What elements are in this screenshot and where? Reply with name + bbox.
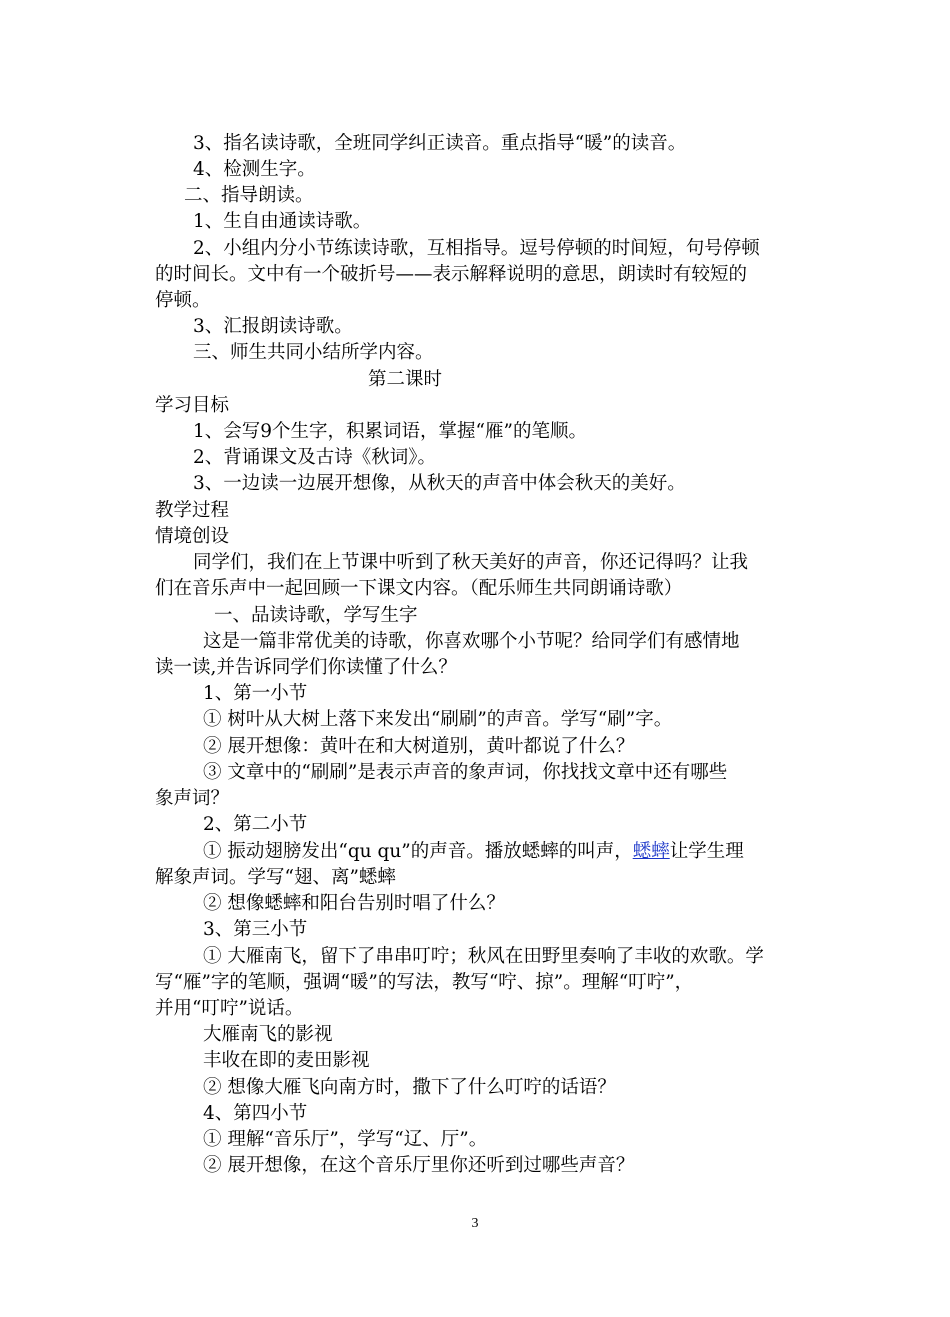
text-line: 丰收在即的麦田影视	[203, 1050, 370, 1071]
text-line: 1、会写9个生字，积累词语，掌握“雁”的笔顺。	[193, 421, 587, 442]
text-line: ② 展开想像，在这个音乐厅里你还听到过哪些声音？	[203, 1155, 635, 1176]
text-line: 3、汇报朗读诗歌。	[193, 316, 353, 337]
text-line: 3、指名读诗歌，全班同学纠正读音。重点指导“暖”的读音。	[193, 133, 687, 154]
text-line: 并用“叮咛”说话。	[155, 998, 304, 1019]
text-line	[203, 839, 744, 865]
text-line: ② 想像大雁飞向南方时，撒下了什么叮咛的话语？	[203, 1077, 616, 1098]
section-heading: 情境创设	[155, 526, 230, 547]
text-line: 写“雁”字的笔顺，强调“暖”的写法，教写“咛、掠”。理解“叮咛”，	[155, 972, 694, 993]
text-line: ① 理解“音乐厅”，学写“辽、厅”。	[203, 1129, 488, 1150]
text-line: 停顿。	[155, 290, 211, 311]
text-line: 大雁南飞的影视	[203, 1024, 333, 1045]
text-line: 3、第三小节	[203, 919, 308, 940]
text-line: 1、生自由通读诗歌。	[193, 211, 372, 232]
lesson-title: 第二课时	[368, 369, 443, 390]
text-line: ① 树叶从大树上落下来发出“刷刷”的声音。学写“刷”字。	[203, 709, 673, 730]
text-line: 解象声词。学写“翅、离”蟋蟀	[155, 867, 396, 888]
text-line: ③ 文章中的“刷刷”是表示声音的象声词，你找找文章中还有哪些	[203, 762, 728, 783]
text-segment: ① 振动翅膀发出“qu qu”的声音。播放蟋蟀的叫声，	[203, 841, 633, 862]
text-line: 4、检测生字。	[193, 159, 316, 180]
text-line: 2、第二小节	[203, 814, 308, 835]
text-line: 这是一篇非常优美的诗歌，你喜欢哪个小节呢？给同学们有感情地	[203, 631, 740, 652]
text-line: 同学们，我们在上节课中听到了秋天美好的声音，你还记得吗？让我	[193, 552, 749, 573]
section-heading: 一、品读诗歌，学写生字	[214, 605, 418, 626]
text-line: 读一读,并告诉同学们你读懂了什么？	[155, 657, 457, 678]
text-line: ① 大雁南飞，留下了串串叮咛；秋风在田野里奏响了丰收的欢歌。学	[203, 946, 764, 967]
text-line: 象声词？	[155, 788, 230, 809]
text-line: ② 想像蟋蟀和阳台告别时唱了什么？	[203, 893, 505, 914]
page-number: 3	[471, 1216, 479, 1231]
text-line: 1、第一小节	[203, 683, 308, 704]
text-line: 们在音乐声中一起回顾一下课文内容。（配乐师生共同朗诵诗歌）	[155, 578, 683, 599]
text-line: 的时间长。文中有一个破折号——表示解释说明的意思，朗读时有较短的	[155, 264, 748, 285]
text-line: 2、背诵课文及古诗《秋词》。	[193, 447, 437, 468]
section-heading: 学习目标	[155, 395, 230, 416]
text-line: 2、小组内分小节练读诗歌，互相指导。逗号停顿的时间短，句号停顿	[193, 238, 760, 259]
section-heading: 二、指导朗读。	[184, 185, 314, 206]
text-segment: 让学生理	[669, 841, 744, 862]
text-line: 4、第四小节	[203, 1103, 308, 1124]
section-heading: 三、师生共同小结所学内容。	[193, 342, 434, 363]
text-line: ② 展开想像：黄叶在和大树道别，黄叶都说了什么？	[203, 736, 635, 757]
section-heading: 教学过程	[155, 500, 230, 521]
text-line: 3、一边读一边展开想像，从秋天的声音中体会秋天的美好。	[193, 473, 686, 494]
cricket-link[interactable]: 蟋蟀	[632, 841, 670, 862]
